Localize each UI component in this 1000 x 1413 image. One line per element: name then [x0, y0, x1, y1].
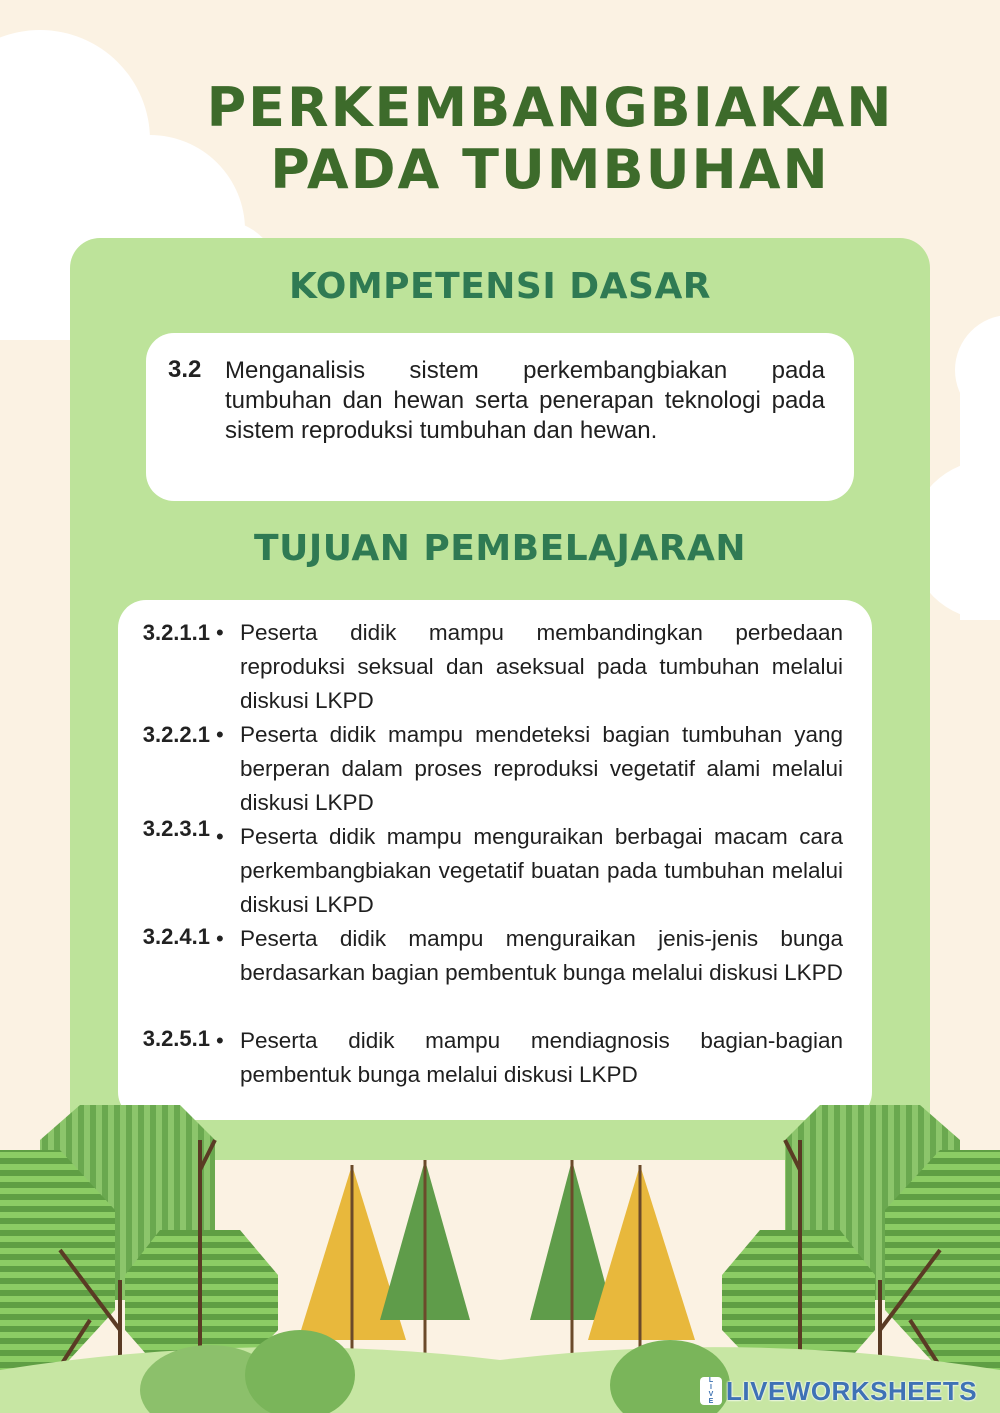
objective-text: Peserta didik mampu mendeteksi bagian tumbuhan yang berperan dalam proses reproduksi vegetatif alami melalui diskusi LKPD — [240, 722, 843, 815]
tujuan-heading: TUJUAN PEMBELAJARAN — [254, 528, 746, 569]
kompetensi-code: 3.2 — [168, 356, 202, 383]
objective-code: 3.2.4.1 — [142, 924, 210, 949]
objective-code: 3.2.1.1 — [142, 620, 210, 645]
page-title: PERKEMBANGBIAKAN — [206, 76, 894, 139]
bullet-icon: • — [216, 1028, 224, 1053]
watermark-text: LIVEWORKSHEETS — [726, 1375, 978, 1406]
bullet-icon: • — [216, 722, 224, 747]
objective-code: 3.2.3.1 — [142, 816, 210, 841]
objective-code: 3.2.2.1 — [142, 722, 210, 747]
objective-code: 3.2.5.1 — [142, 1026, 210, 1051]
pine-yellow-right-icon — [588, 1165, 695, 1360]
objective-text: Peserta didik mampu mendiagnosis bagian-bagian pembentuk bunga melalui diskusi LKPD — [240, 1028, 843, 1087]
objective-text: Peserta didik mampu membandingkan perbedaan reproduksi seksual dan aseksual pada tumbuhan melalui diskusi LKPD — [240, 620, 843, 713]
pine-yellow-left-icon — [298, 1165, 406, 1360]
bullet-icon: • — [216, 926, 224, 951]
kompetensi-text: Menganalisis sistem perkembangbiakan pada tumbuhan dan hewan serta penerapan teknologi pada sistem reproduksi tumbuhan dan hewan. — [225, 357, 825, 444]
liveworksheets-logo-icon: L I V E — [700, 1377, 722, 1405]
objective-text: Peserta didik mampu menguraikan jenis-jenis bunga berdasarkan bagian pembentuk bunga melalui diskusi LKPD — [240, 926, 843, 985]
page-subtitle: PADA TUMBUHAN — [270, 138, 830, 201]
kompetensi-heading: KOMPETENSI DASAR — [288, 266, 712, 307]
bullet-icon: • — [216, 824, 224, 849]
objective-text: Peserta didik mampu menguraikan berbagai macam cara perkembangbiakan vegetatif buatan pada tumbuhan melalui diskusi LKPD — [240, 824, 843, 917]
liveworksheets-watermark — [700, 1376, 977, 1406]
bullet-icon: • — [216, 620, 224, 645]
